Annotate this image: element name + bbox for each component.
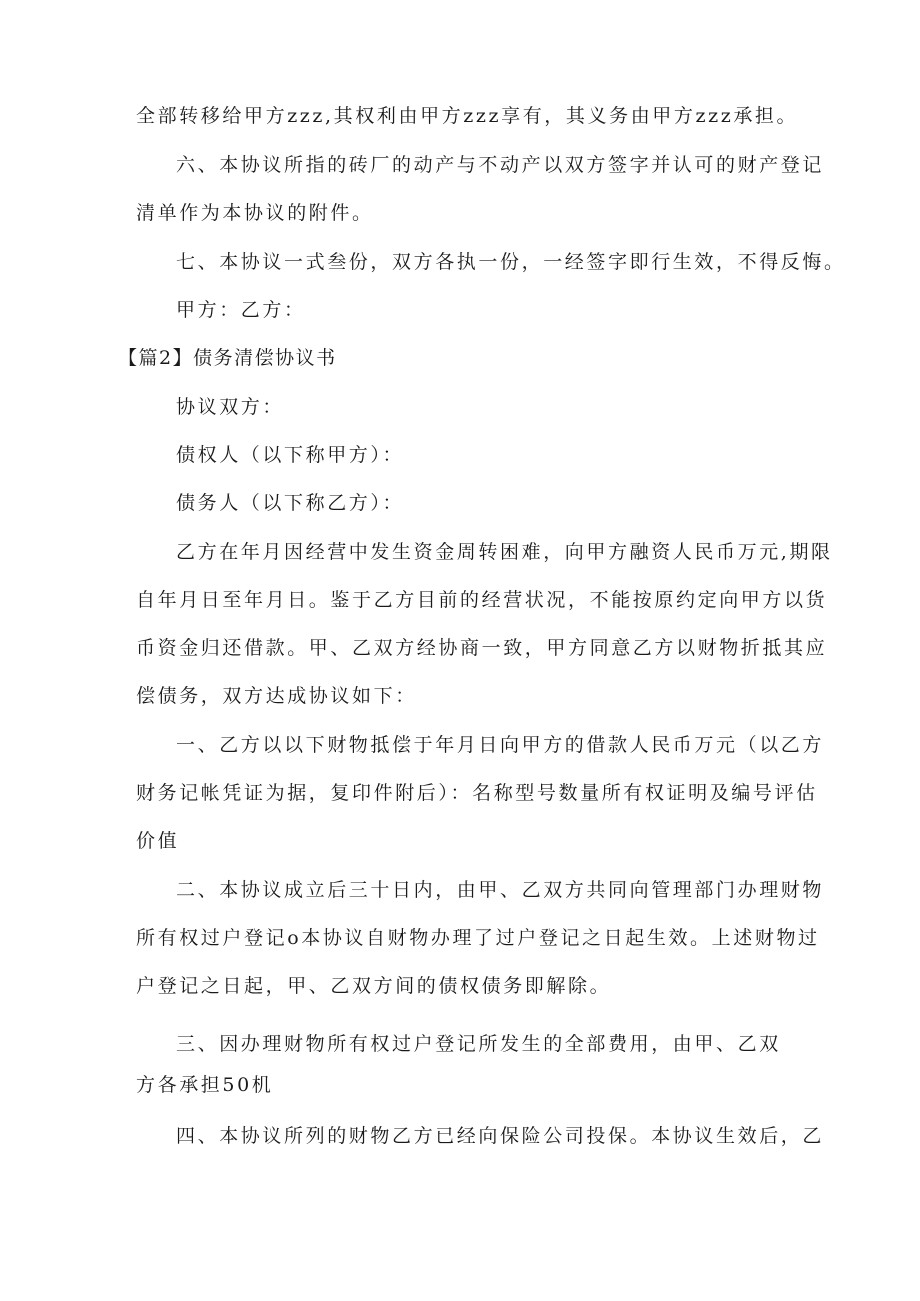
paragraph-line: 乙方在年月因经营中发生资金周转困难，向甲方融资人民币万元,期限 [176, 541, 833, 563]
paragraph-line: 二、本协议成立后三十日内，由甲、乙双方共同向管理部门办理财物 [176, 879, 825, 901]
paragraph-line: 四、本协议所列的财物乙方已经向保险公司投保。本协议生效后，乙 [176, 1125, 825, 1147]
paragraph-line: 所有权过户登记o本协议自财物办理了过户登记之日起生效。上述财物过 [136, 927, 820, 949]
paragraph-line: 方各承担50机 [136, 1074, 274, 1096]
paragraph-line: 全部转移给甲方zzz,其权利由甲方zzz享有，其义务由甲方zzz承担。 [136, 105, 799, 127]
paragraph-line: 户登记之日起，甲、乙双方间的债权债务即解除。 [136, 975, 612, 997]
signature-line: 甲方：乙方： [176, 299, 306, 321]
paragraph-line: 价值 [136, 830, 180, 852]
paragraph-line: 清单作为本协议的附件。 [136, 202, 374, 224]
paragraph-line: 六、本协议所指的砖厂的动产与不动产以双方签字并认可的财产登记 [176, 154, 825, 176]
paragraph-line: 自年月日至年月日。鉴于乙方目前的经营状况，不能按原约定向甲方以货 [136, 589, 828, 611]
paragraph-line: 偿债务，双方达成协议如下： [136, 685, 417, 707]
paragraph-line: 币资金归还借款。甲、乙双方经协商一致，甲方同意乙方以财物折抵其应 [136, 637, 828, 659]
section-heading: 【篇2】债务清偿协议书 [118, 347, 337, 369]
paragraph-line: 协议双方： [176, 396, 285, 418]
paragraph-line: 一、乙方以以下财物抵偿于年月日向甲方的借款人民币万元（以乙方 [176, 734, 825, 756]
paragraph-line: 财务记帐凭证为据，复印件附后）：名称型号数量所有权证明及编号评估 [136, 782, 818, 804]
paragraph-line: 三、因办理财物所有权过户登记所发生的全部费用，由甲、乙双 [176, 1033, 781, 1055]
paragraph-line: 七、本协议一式叁份，双方各执一份，一经签字即行生效，不得反悔。 [176, 251, 846, 273]
paragraph-line: 债权人（以下称甲方）： [176, 444, 405, 466]
paragraph-line: 债务人（以下称乙方）： [176, 492, 405, 514]
